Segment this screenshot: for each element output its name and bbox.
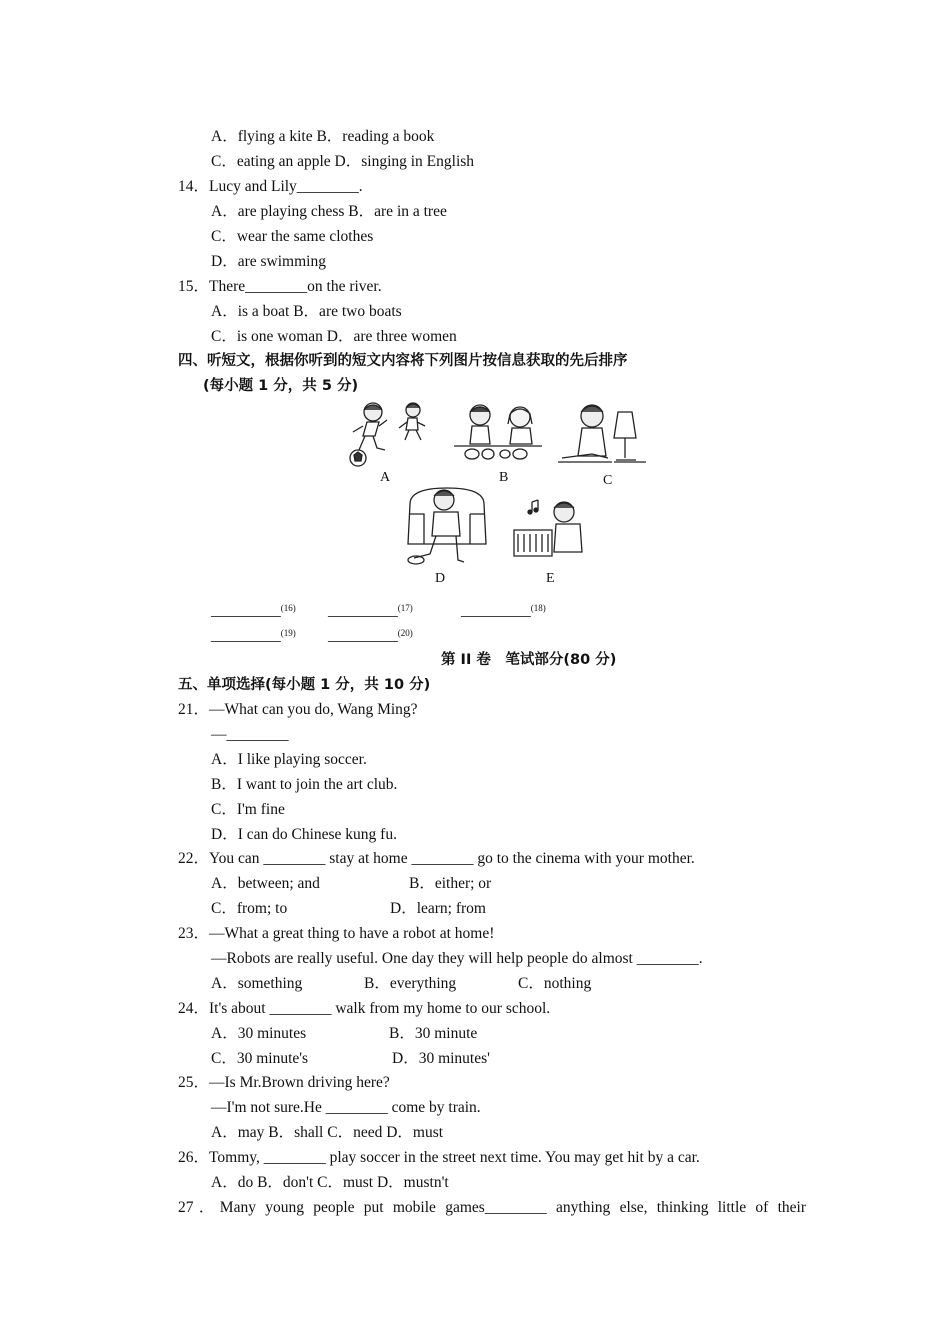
answer-blank-18[interactable]: _________$^{(18)}$ [461,602,546,619]
picture-e-label: E [546,571,555,586]
q23-stem: 23．—What a great thing to have a robot at home! [178,925,495,942]
q23-option-c: C．nothing [518,975,592,992]
picture-b-label: B [499,470,509,485]
q13-options-cd: C．eating an apple D．singing in English [211,153,475,170]
q22-option-a: A．between; and [211,875,320,892]
q15-options-cd: C．is one woman D．are three women [211,328,457,345]
q15-stem: 15．There________on the river. [178,278,382,295]
q21-blank: —________ [211,726,289,743]
q24-stem: 24．It's about ________ walk from my home to our school. [178,1000,551,1017]
answer-blank-17[interactable]: _________$^{(17)}$ [328,602,413,619]
picture-a-soccer-illustration [345,400,435,472]
q25-options: A．may B．shall C．need D．must [211,1124,444,1141]
q24-option-d: D．30 minutes' [392,1050,490,1067]
q26-stem: 26．Tommy, ________ play soccer in the street next time. You may get hit by a car. [178,1149,700,1166]
q21-option-d: D．I can do Chinese kung fu. [211,826,397,843]
q24-option-c: C．30 minute's [211,1050,309,1067]
section5-title: 五、单项选择(每小题 1 分，共 10 分) [178,677,431,693]
q25-stem: 25．—Is Mr.Brown driving here? [178,1074,390,1091]
q21-stem: 21．—What can you do, Wang Ming? [178,701,418,718]
q23-line2: —Robots are really useful. One day they will help people do almost ________. [211,950,703,967]
picture-b-table-illustration [450,400,545,468]
q24-option-b: B．30 minute [389,1025,478,1042]
answer-blank-20[interactable]: _________$^{(20)}$ [328,627,413,644]
q21-option-b: B．I want to join the art club. [211,776,398,793]
section4-title: 四、听短文，根据你听到的短文内容将下列图片按信息获取的先后排序 [178,353,628,369]
q22-stem: 22．You can ________ stay at home ________ go to the cinema with your mother. [178,850,695,867]
picture-d-armchair-illustration [400,484,495,570]
q13-options-ab: A．flying a kite B．reading a book [211,128,435,145]
q26-options: A．do B．don't C．must D．mustn't [211,1174,449,1191]
q14-option-d: D．are swimming [211,253,326,270]
q22-option-d: D．learn; from [390,900,486,917]
q22-option-b: B．either; or [409,875,492,892]
q23-option-a: A．something [211,975,303,992]
q14-option-c: C．wear the same clothes [211,228,374,245]
q15-options-ab: A．is a boat B．are two boats [211,303,402,320]
part2-title: 第 II 卷 笔试部分(80 分) [441,652,617,668]
picture-c-reading-illustration [552,400,647,472]
answer-blank-19[interactable]: _________$^{(19)}$ [211,627,296,644]
q22-option-c: C．from; to [211,900,288,917]
answer-blank-16[interactable]: _________$^{(16)}$ [211,602,296,619]
q14-options-ab: A．are playing chess B．are in a tree [211,203,447,220]
picture-e-piano-illustration [510,494,595,570]
q21-option-c: C．I'm fine [211,801,285,818]
q21-option-a: A．I like playing soccer. [211,751,367,768]
picture-d-label: D [435,571,446,586]
picture-c-label: C [603,473,613,488]
q14-stem: 14．Lucy and Lily________. [178,178,363,195]
q24-option-a: A．30 minutes [211,1025,307,1042]
q23-option-b: B．everything [364,975,457,992]
section4-score: (每小题 1 分，共 5 分) [203,378,359,394]
q25-line2: —I'm not sure.He ________ come by train. [211,1099,481,1116]
q27-stem: 27．Many young people put mobile games________ anything else, thinking little of their [178,1199,806,1216]
picture-a-label: A [380,470,391,485]
